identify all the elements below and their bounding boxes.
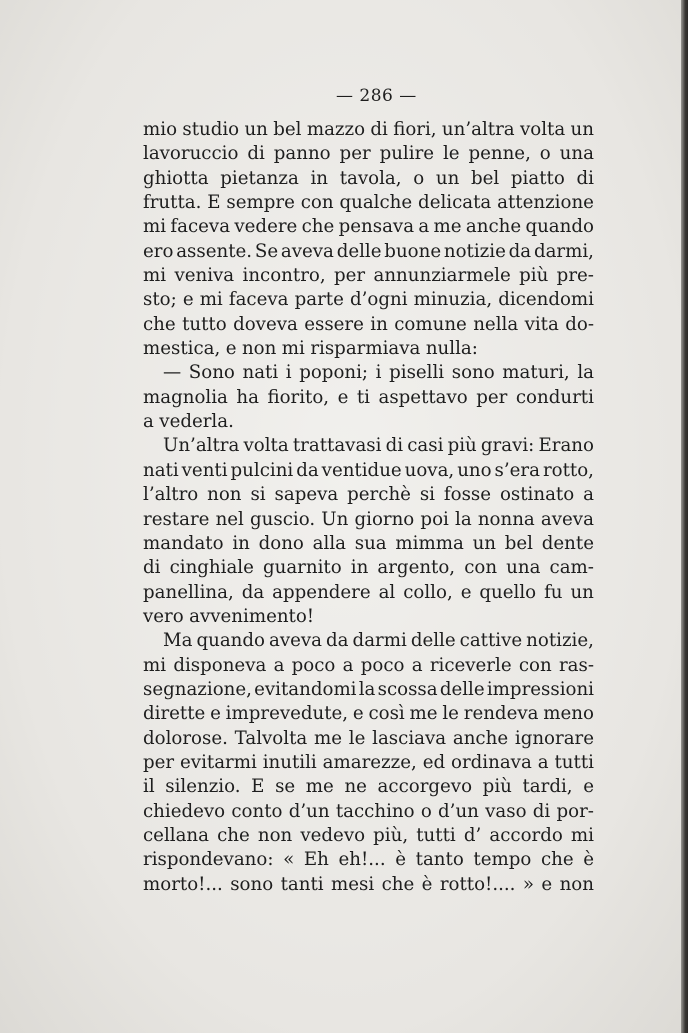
text-line: [143, 848, 594, 872]
word: mimma: [395, 532, 464, 554]
word: nonna: [477, 508, 535, 530]
word: mi: [281, 338, 305, 360]
word: giorno: [354, 508, 415, 530]
word: nulla:: [425, 338, 478, 360]
word: si: [419, 484, 435, 506]
word: delicata: [418, 192, 492, 214]
word: essere: [304, 313, 364, 335]
word: conto: [231, 800, 283, 822]
word: mesi: [330, 873, 375, 895]
word: più: [482, 776, 512, 798]
word: —: [163, 362, 182, 384]
word: e: [460, 581, 472, 603]
word: a: [583, 484, 594, 506]
word: pre-: [556, 265, 594, 287]
word: aveva: [280, 240, 334, 262]
word: vedevo: [300, 824, 366, 846]
word: dono: [258, 532, 304, 554]
text-line: [143, 288, 594, 312]
word: bel: [273, 119, 302, 140]
text-line: [143, 556, 594, 580]
word: a: [411, 654, 423, 676]
word: è: [421, 873, 433, 895]
word: faceva: [228, 289, 289, 311]
word: fu: [544, 581, 563, 603]
word: por-: [556, 800, 594, 822]
word: ventidue: [321, 459, 402, 481]
word: da: [296, 459, 319, 481]
word: E: [251, 776, 265, 798]
word: ed: [422, 751, 446, 773]
word: la: [455, 508, 472, 530]
word: così: [368, 703, 405, 725]
word: tutto: [182, 313, 227, 335]
word: dolorose.: [143, 727, 228, 749]
word: venti: [181, 459, 228, 481]
word: non: [241, 338, 277, 360]
body-text: [143, 118, 594, 897]
word: di: [532, 800, 551, 822]
word: d’un: [288, 800, 330, 822]
word: chiedevo: [143, 800, 226, 822]
word: Un’altra: [163, 435, 240, 457]
word: panno: [273, 143, 331, 165]
word: a: [273, 654, 285, 676]
word: un: [472, 532, 497, 554]
word: mi: [199, 289, 223, 311]
word: dicendomi: [498, 289, 594, 311]
word: l’altro: [143, 484, 199, 506]
text-line: [143, 873, 594, 897]
word: sua: [354, 532, 387, 554]
word: sto;: [143, 289, 177, 311]
word: più,: [373, 824, 409, 846]
word: bel: [504, 532, 534, 554]
word: aveva: [540, 508, 594, 530]
word: fosse: [443, 484, 492, 506]
word: più: [519, 265, 549, 287]
word: mio: [143, 119, 178, 140]
word: poi: [420, 508, 449, 530]
word: non: [559, 873, 594, 895]
word: aspettavo: [378, 386, 468, 408]
text-line: [143, 434, 594, 458]
word: sono: [451, 362, 495, 384]
word: Un: [321, 508, 349, 530]
word: delle: [336, 240, 382, 262]
word: appendere: [272, 581, 371, 603]
word: tanto: [415, 849, 464, 871]
word: con: [518, 654, 552, 676]
word: da: [508, 240, 532, 262]
word: comune: [394, 313, 467, 335]
word: ha: [236, 386, 259, 408]
word: notizie: [443, 240, 506, 262]
word: di: [247, 143, 265, 165]
word: piatto: [510, 167, 565, 189]
word: ignorare: [514, 727, 594, 749]
word: tavola,: [339, 167, 402, 189]
word: alla: [312, 532, 346, 554]
word: un: [244, 119, 268, 140]
word: per: [334, 265, 366, 287]
word: un: [435, 167, 460, 189]
text-line: [143, 532, 594, 556]
word: non: [207, 484, 242, 506]
word: le: [348, 727, 366, 749]
word: attenzione: [497, 192, 594, 214]
word: guscio.: [250, 508, 316, 530]
word: e: [337, 386, 349, 408]
word: cinghiale: [169, 557, 254, 579]
word: morto!...: [143, 873, 223, 895]
word: E: [207, 192, 221, 214]
word: risparmiava: [310, 338, 421, 360]
word: faceva: [170, 216, 231, 238]
text-line: [143, 410, 594, 434]
word: pulire: [379, 143, 435, 165]
text-line: [143, 264, 594, 288]
word: in: [232, 532, 250, 554]
word: che: [540, 849, 574, 871]
word: è: [395, 849, 407, 871]
word: rendeva: [463, 703, 539, 725]
text-line: [143, 313, 594, 337]
word: parte: [294, 289, 344, 311]
word: che: [301, 216, 335, 238]
word: che: [143, 313, 176, 335]
word: quando: [196, 630, 265, 652]
word: nati: [143, 459, 179, 481]
word: uova,: [404, 459, 455, 481]
word: a: [342, 654, 354, 676]
word: poco: [360, 654, 405, 676]
word: mazzo: [306, 119, 366, 140]
word: tutti: [416, 824, 456, 846]
word: vedere: [234, 216, 298, 238]
word: sempre: [226, 192, 295, 214]
word: vaso: [485, 800, 527, 822]
text-line: [143, 215, 594, 239]
word: d’ogni: [349, 289, 408, 311]
word: uno: [457, 459, 492, 481]
word: riceverle: [429, 654, 512, 676]
word: aveva: [269, 630, 323, 652]
word: bel: [470, 167, 500, 189]
word: la: [358, 678, 376, 700]
word: mi: [570, 824, 594, 846]
word: sapeva: [274, 484, 339, 506]
word: penne,: [468, 143, 531, 165]
word: da: [241, 581, 265, 603]
word: nella: [473, 313, 519, 335]
word: segnazione,: [143, 678, 252, 700]
word: ostinato: [499, 484, 575, 506]
word: studio: [182, 119, 240, 140]
word: annunziarmele: [373, 265, 511, 287]
word: mi: [143, 216, 167, 238]
word: Ma: [163, 630, 193, 652]
word: per: [476, 386, 508, 408]
word: ne: [344, 776, 367, 798]
text-line: [143, 751, 594, 775]
word: quando: [525, 216, 594, 238]
word: Se: [254, 240, 279, 262]
word: anche: [465, 216, 522, 238]
word: o: [420, 800, 432, 822]
word: silenzio.: [165, 776, 241, 798]
word: accordo: [489, 824, 563, 846]
word: argento,: [377, 557, 456, 579]
word: di: [143, 557, 161, 579]
word: maturi,: [502, 362, 570, 384]
word: quello: [479, 581, 537, 603]
word: incontro,: [242, 265, 326, 287]
word: tacchino: [335, 800, 415, 822]
word: poponi;: [299, 362, 369, 384]
word: imprevedute,: [225, 703, 349, 725]
word: ti: [356, 386, 370, 408]
word: qualche: [339, 192, 413, 214]
word: ero: [143, 240, 174, 262]
word: nel: [215, 508, 244, 530]
word: cam-: [549, 557, 594, 579]
word: ras-: [558, 654, 594, 676]
word: in: [350, 557, 369, 579]
word: per: [339, 143, 371, 165]
word: collo,: [403, 581, 453, 603]
word: guarnito: [262, 557, 342, 579]
word: restare: [143, 508, 210, 530]
word: rotto!....: [439, 873, 516, 895]
word: fiori,: [393, 119, 437, 140]
text-line: [143, 629, 594, 653]
word: rotto,: [542, 459, 594, 481]
word: me: [409, 703, 438, 725]
word: delle: [410, 630, 456, 652]
word: tardi,: [522, 776, 573, 798]
word: ghiotta: [143, 167, 209, 189]
word: lasciava: [372, 727, 447, 749]
word: delle: [439, 678, 485, 700]
word: eh!...: [338, 849, 386, 871]
word: anche: [452, 727, 509, 749]
word: frutta.: [143, 192, 202, 214]
word: e: [210, 703, 221, 725]
word: doveva: [233, 313, 298, 335]
word: in: [370, 313, 388, 335]
word: e: [225, 338, 237, 360]
text-line: [143, 240, 594, 264]
word: per: [143, 751, 175, 773]
word: i: [285, 362, 292, 384]
text-line: [143, 654, 594, 678]
word: ordinava: [451, 751, 532, 773]
word: fiorito,: [267, 386, 330, 408]
word: di: [370, 119, 388, 140]
word: mestica,: [143, 338, 221, 360]
word: vero: [143, 605, 184, 627]
word: un: [570, 119, 594, 140]
word: »: [522, 873, 535, 895]
word: se: [275, 776, 296, 798]
text-line: [143, 800, 594, 824]
word: tempo: [473, 849, 532, 871]
word: dente: [541, 532, 594, 554]
word: tanti: [280, 873, 324, 895]
text-line: [143, 605, 594, 629]
word: e: [583, 776, 594, 798]
word: Talvolta: [234, 727, 308, 749]
word: magnolia: [143, 386, 228, 408]
word: è: [583, 849, 594, 871]
word: al: [378, 581, 396, 603]
word: mi: [143, 265, 167, 287]
text-line: [143, 337, 594, 361]
word: rispondevano:: [143, 849, 274, 871]
word: che: [381, 873, 415, 895]
word: a: [143, 411, 154, 433]
word: più: [447, 435, 477, 457]
word: «: [283, 849, 295, 871]
text-line: [143, 191, 594, 215]
word: accorgevo: [377, 776, 473, 798]
word: darmi: [352, 630, 407, 652]
word: le: [442, 703, 459, 725]
word: amarezze,: [322, 751, 417, 773]
word: e: [541, 873, 553, 895]
text-line: [143, 775, 594, 799]
word: Eh: [303, 849, 329, 871]
word: disponeva: [173, 654, 267, 676]
word: e: [182, 289, 194, 311]
word: impressioni: [486, 678, 594, 700]
text-line: [143, 459, 594, 483]
text-line: [143, 824, 594, 848]
word: di: [576, 167, 594, 189]
word: poco: [291, 654, 336, 676]
word: buone: [384, 240, 442, 262]
word: una: [506, 557, 541, 579]
word: condurti: [515, 386, 594, 408]
word: i: [375, 362, 382, 384]
word: con: [464, 557, 498, 579]
word: la: [577, 362, 594, 384]
text-line: [143, 142, 594, 166]
word: tutti: [554, 751, 594, 773]
word: mandato: [143, 532, 224, 554]
word: notizie,: [526, 630, 594, 652]
text-line: [143, 167, 594, 191]
word: inutili: [262, 751, 317, 773]
word: le: [442, 143, 460, 165]
word: sono: [230, 873, 274, 895]
text-line: [143, 581, 594, 605]
word: scossa: [377, 678, 438, 700]
word: pensava: [338, 216, 415, 238]
word: me: [305, 776, 334, 798]
text-line: [143, 702, 594, 726]
word: vederla.: [159, 411, 234, 433]
word: vita: [524, 313, 559, 335]
word: evitarmi: [180, 751, 257, 773]
word: dirette: [143, 703, 206, 725]
text-line: [143, 361, 594, 385]
word: con: [300, 192, 334, 214]
text-line: [143, 483, 594, 507]
page-number: — 286 —: [336, 86, 417, 106]
word: d’: [463, 824, 482, 846]
word: cattive: [459, 630, 523, 652]
word: trattavasi: [292, 435, 382, 457]
word: piselli: [389, 362, 445, 384]
word: volta: [243, 435, 289, 457]
word: un’altra: [441, 119, 515, 140]
word: mi: [143, 654, 167, 676]
word: assente.: [176, 240, 253, 262]
word: che: [217, 824, 250, 846]
word: veniva: [174, 265, 235, 287]
word: un: [570, 581, 594, 603]
word: perchè: [347, 484, 411, 506]
word: me: [433, 216, 462, 238]
word: d’un: [438, 800, 479, 822]
text-line: [143, 386, 594, 410]
page-edge: [681, 0, 688, 1033]
word: il: [143, 776, 155, 798]
word: pulcini: [230, 459, 294, 481]
word: casi: [407, 435, 444, 457]
text-line: [143, 727, 594, 751]
word: una: [559, 143, 594, 165]
word: da: [326, 630, 349, 652]
word: Erano: [538, 435, 594, 457]
word: gravi:: [480, 435, 535, 457]
word: di: [385, 435, 404, 457]
word: meno: [543, 703, 594, 725]
word: cellana: [143, 824, 209, 846]
word: volta: [519, 119, 566, 140]
word: si: [250, 484, 266, 506]
word: nati: [242, 362, 279, 384]
word: in: [310, 167, 329, 189]
word: o: [539, 143, 551, 165]
word: a: [537, 751, 549, 773]
word: a: [418, 216, 430, 238]
word: Sono: [188, 362, 235, 384]
word: pietanza: [220, 167, 299, 189]
word: evitandomi: [254, 678, 357, 700]
word: e: [352, 703, 364, 725]
word: panellina,: [143, 581, 234, 603]
text-line: [143, 678, 594, 702]
word: do-: [565, 313, 594, 335]
word: lavoruccio: [143, 143, 239, 165]
word: darmi,: [533, 240, 594, 262]
text-line: [143, 508, 594, 532]
word: avvenimento!: [189, 605, 315, 627]
word: o: [413, 167, 425, 189]
word: minuzia,: [413, 289, 493, 311]
word: non: [257, 824, 293, 846]
text-line: [143, 118, 594, 142]
word: me: [314, 727, 343, 749]
word: s’era: [494, 459, 540, 481]
